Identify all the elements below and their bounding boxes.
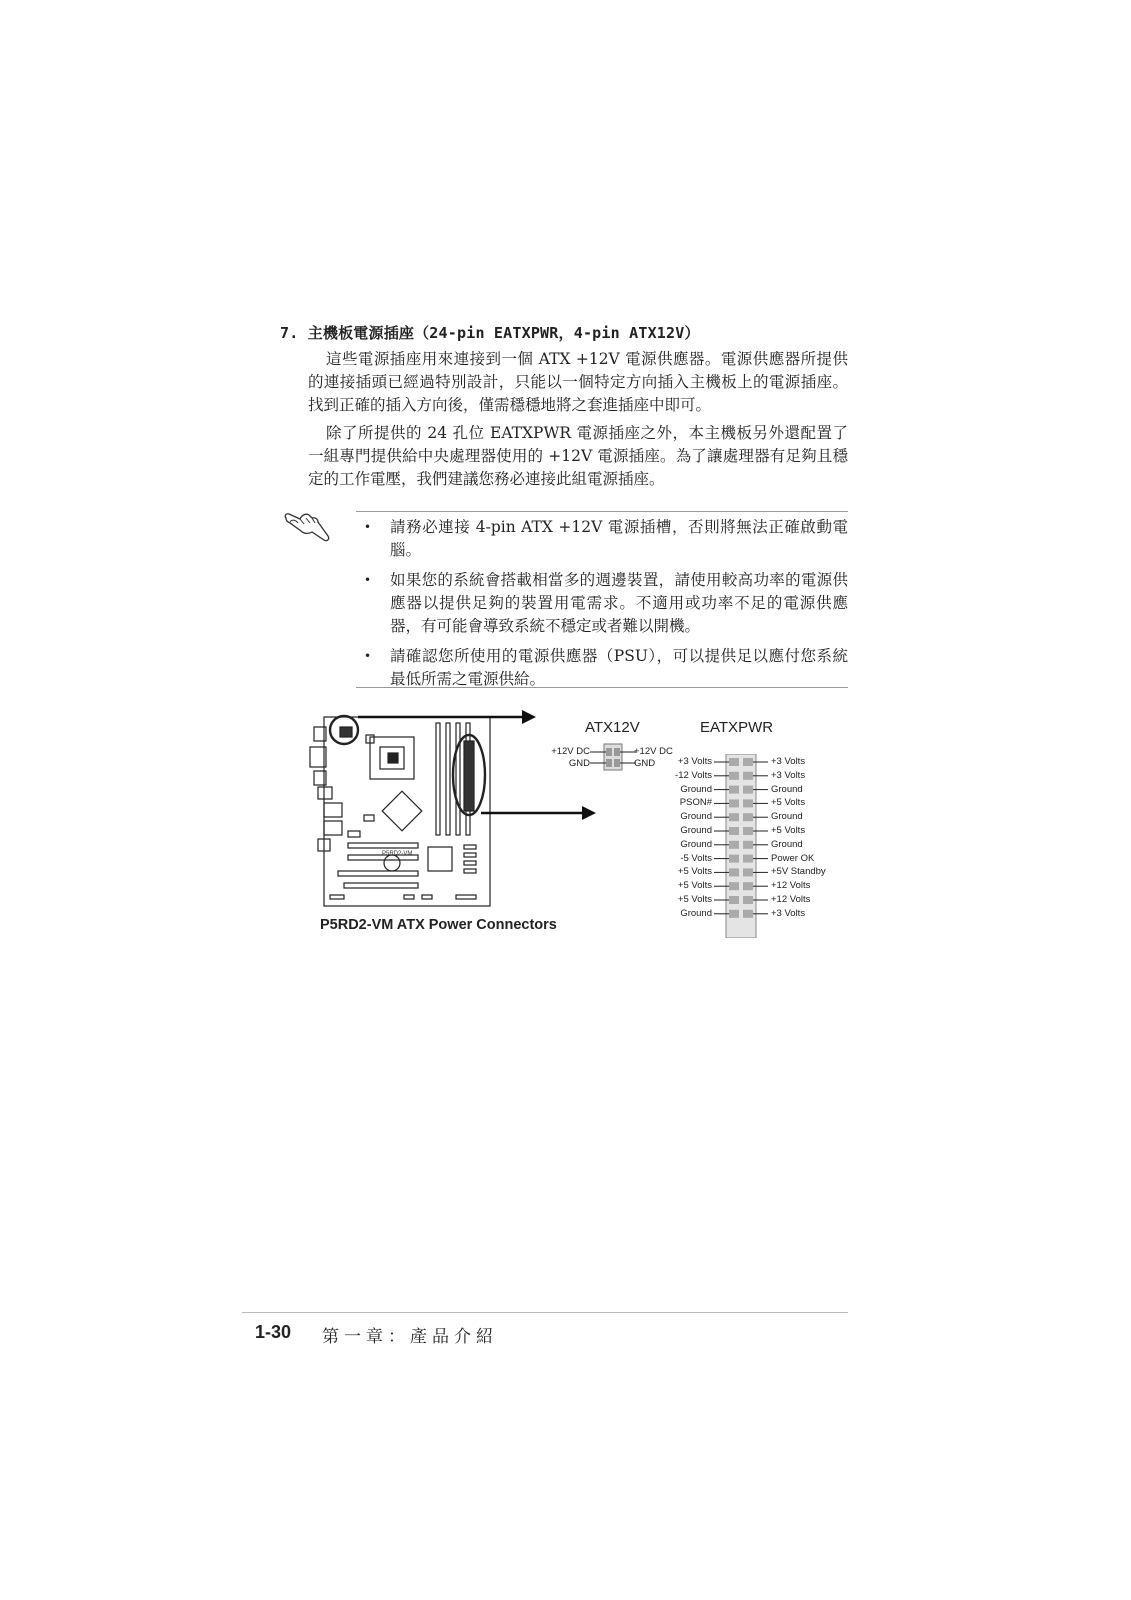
eatxpwr-pin-left-label: Ground <box>680 838 712 850</box>
page-number: 1-30 <box>255 1322 292 1342</box>
note-divider-top <box>356 511 848 512</box>
note-item <box>360 569 848 638</box>
eatxpwr-pin-left <box>729 841 739 849</box>
note-text: 請確認您所使用的電源供應器（PSU），可以提供足以應付您系統最低所需之電源供給。 <box>390 647 848 688</box>
eatxpwr-pin-right <box>743 799 753 807</box>
note-item <box>360 645 848 691</box>
atx12v-pin-left: GND <box>568 758 590 769</box>
eatxpwr-pin-left <box>729 868 739 876</box>
atx12v-pin-right: +12V DC <box>634 746 673 757</box>
eatxpwr-pin-right <box>743 786 753 794</box>
eatxpwr-pin-left <box>729 799 739 807</box>
eatxpwr-pin-right <box>743 841 753 849</box>
eatxpwr-pin-right <box>743 827 753 835</box>
eatxpwr-pin-left-label: Ground <box>680 811 712 823</box>
eatxpwr-pin-right <box>743 772 753 780</box>
bullet: • <box>364 649 372 663</box>
eatxpwr-pin-right-label: +12 Volts <box>771 894 811 905</box>
eatxpwr-pin-right <box>743 758 753 766</box>
atx12v-connector <box>590 742 636 772</box>
bullet: • <box>364 520 372 534</box>
eatxpwr-pin-left <box>729 910 739 918</box>
atx12v-pin-right: GND <box>634 758 656 769</box>
eatxpwr-pin-left-label: -12 Volts <box>675 769 712 781</box>
paragraph-atx12v-recommendation: 除了所提供的 24 孔位 EATXPWR 電源插座之外，本主機板另外還配置了一組專門提供給中央處理器使用的 +12V 電源插座。為了讓處理器有足夠且穩定的工作電壓，我們建議您務必連接此組電源插座。 <box>308 424 848 488</box>
eatxpwr-pin-left-label: Ground <box>680 907 712 919</box>
eatxpwr-pin-right-label: +3 Volts <box>771 756 806 767</box>
paragraph-power-connectors: 這些電源插座用來連接到一個 ATX +12V 電源供應器。電源供應器所提供的連接插頭已經過特別設計，只能以一個特定方向插入主機板上的電源插座。找到正確的插入方向後，僅需穩穩地將之套進插座中即可。 <box>308 350 848 414</box>
motherboard-diagram <box>300 705 600 915</box>
eatxpwr-pin-left <box>729 813 739 821</box>
eatxpwr-pin-left-label: PSON# <box>679 797 712 809</box>
eatxpwr-pin-right-label: +5V Standby <box>771 866 826 878</box>
eatxpwr-pin-right <box>743 868 753 876</box>
eatxpwr-pin-right <box>743 896 753 904</box>
eatxpwr-pin-left <box>729 896 739 904</box>
eatxpwr-title: EATXPWR <box>700 719 774 736</box>
eatxpwr-pin-left-label: +5 Volts <box>677 894 712 905</box>
chapter-title: 第一章：產品介紹 <box>322 1327 498 1347</box>
atx12v-title: ATX12V <box>585 719 640 736</box>
eatxpwr-pin-right-label: Ground <box>771 838 803 850</box>
section-heading: 7. 主機板電源插座（24-pin EATXPWR，4-pin ATX12V） <box>280 324 700 342</box>
eatxpwr-pin-right-label: +5 Volts <box>771 797 806 809</box>
eatxpwr-pin-left <box>729 827 739 835</box>
eatxpwr-pin-left-label: -5 Volts <box>680 852 712 864</box>
eatxpwr-pin-left <box>729 772 739 780</box>
eatxpwr-pin-right-label: Ground <box>771 811 803 823</box>
note-text: 請務必連接 4-pin ATX +12V 電源插槽，否則將無法正確啟動電腦。 <box>390 518 848 559</box>
footer-divider <box>242 1312 848 1313</box>
eatxpwr-pin-left <box>729 882 739 890</box>
eatxpwr-pin-left <box>729 758 739 766</box>
note-item <box>360 516 848 562</box>
eatxpwr-pin-left-label: +5 Volts <box>677 880 712 892</box>
diagram-caption: P5RD2-VM ATX Power Connectors <box>320 917 557 933</box>
eatxpwr-pin-right-label: +3 Volts <box>771 769 806 781</box>
eatxpwr-pin-left-label: +5 Volts <box>677 866 712 878</box>
bullet: • <box>364 573 372 587</box>
atx12v-pin-left: +12V DC <box>551 746 590 757</box>
board-label: P5RD2-VM <box>382 851 413 857</box>
eatxpwr-pin-right-label: +12 Volts <box>771 880 811 892</box>
eatxpwr-pin-left <box>729 786 739 794</box>
pointing-hand-icon <box>282 510 332 544</box>
eatxpwr-pin-right <box>743 855 753 863</box>
note-divider-bottom <box>356 687 848 688</box>
eatxpwr-pin-right-label: +5 Volts <box>771 825 806 836</box>
eatxpwr-pin-left <box>729 855 739 863</box>
eatxpwr-pin-right-label: +3 Volts <box>771 907 806 919</box>
eatxpwr-pin-right <box>743 813 753 821</box>
note-list <box>360 516 848 698</box>
eatxpwr-pin-right-label: Ground <box>771 783 803 795</box>
eatxpwr-pin-left-label: Ground <box>680 783 712 795</box>
eatxpwr-pin-left-label: Ground <box>680 825 712 836</box>
eatxpwr-pin-left-label: +3 Volts <box>677 756 712 767</box>
eatxpwr-pin-right <box>743 910 753 918</box>
eatxpwr-connector <box>714 754 768 938</box>
eatxpwr-pin-right <box>743 882 753 890</box>
note-text: 如果您的系統會搭載相當多的週邊裝置，請使用較高功率的電源供應器以提供足夠的裝置用電需求。不適用或功率不足的電源供應器，有可能會導致系統不穩定或者難以開機。 <box>390 571 848 635</box>
eatxpwr-pin-right-label: Power OK <box>771 852 815 864</box>
